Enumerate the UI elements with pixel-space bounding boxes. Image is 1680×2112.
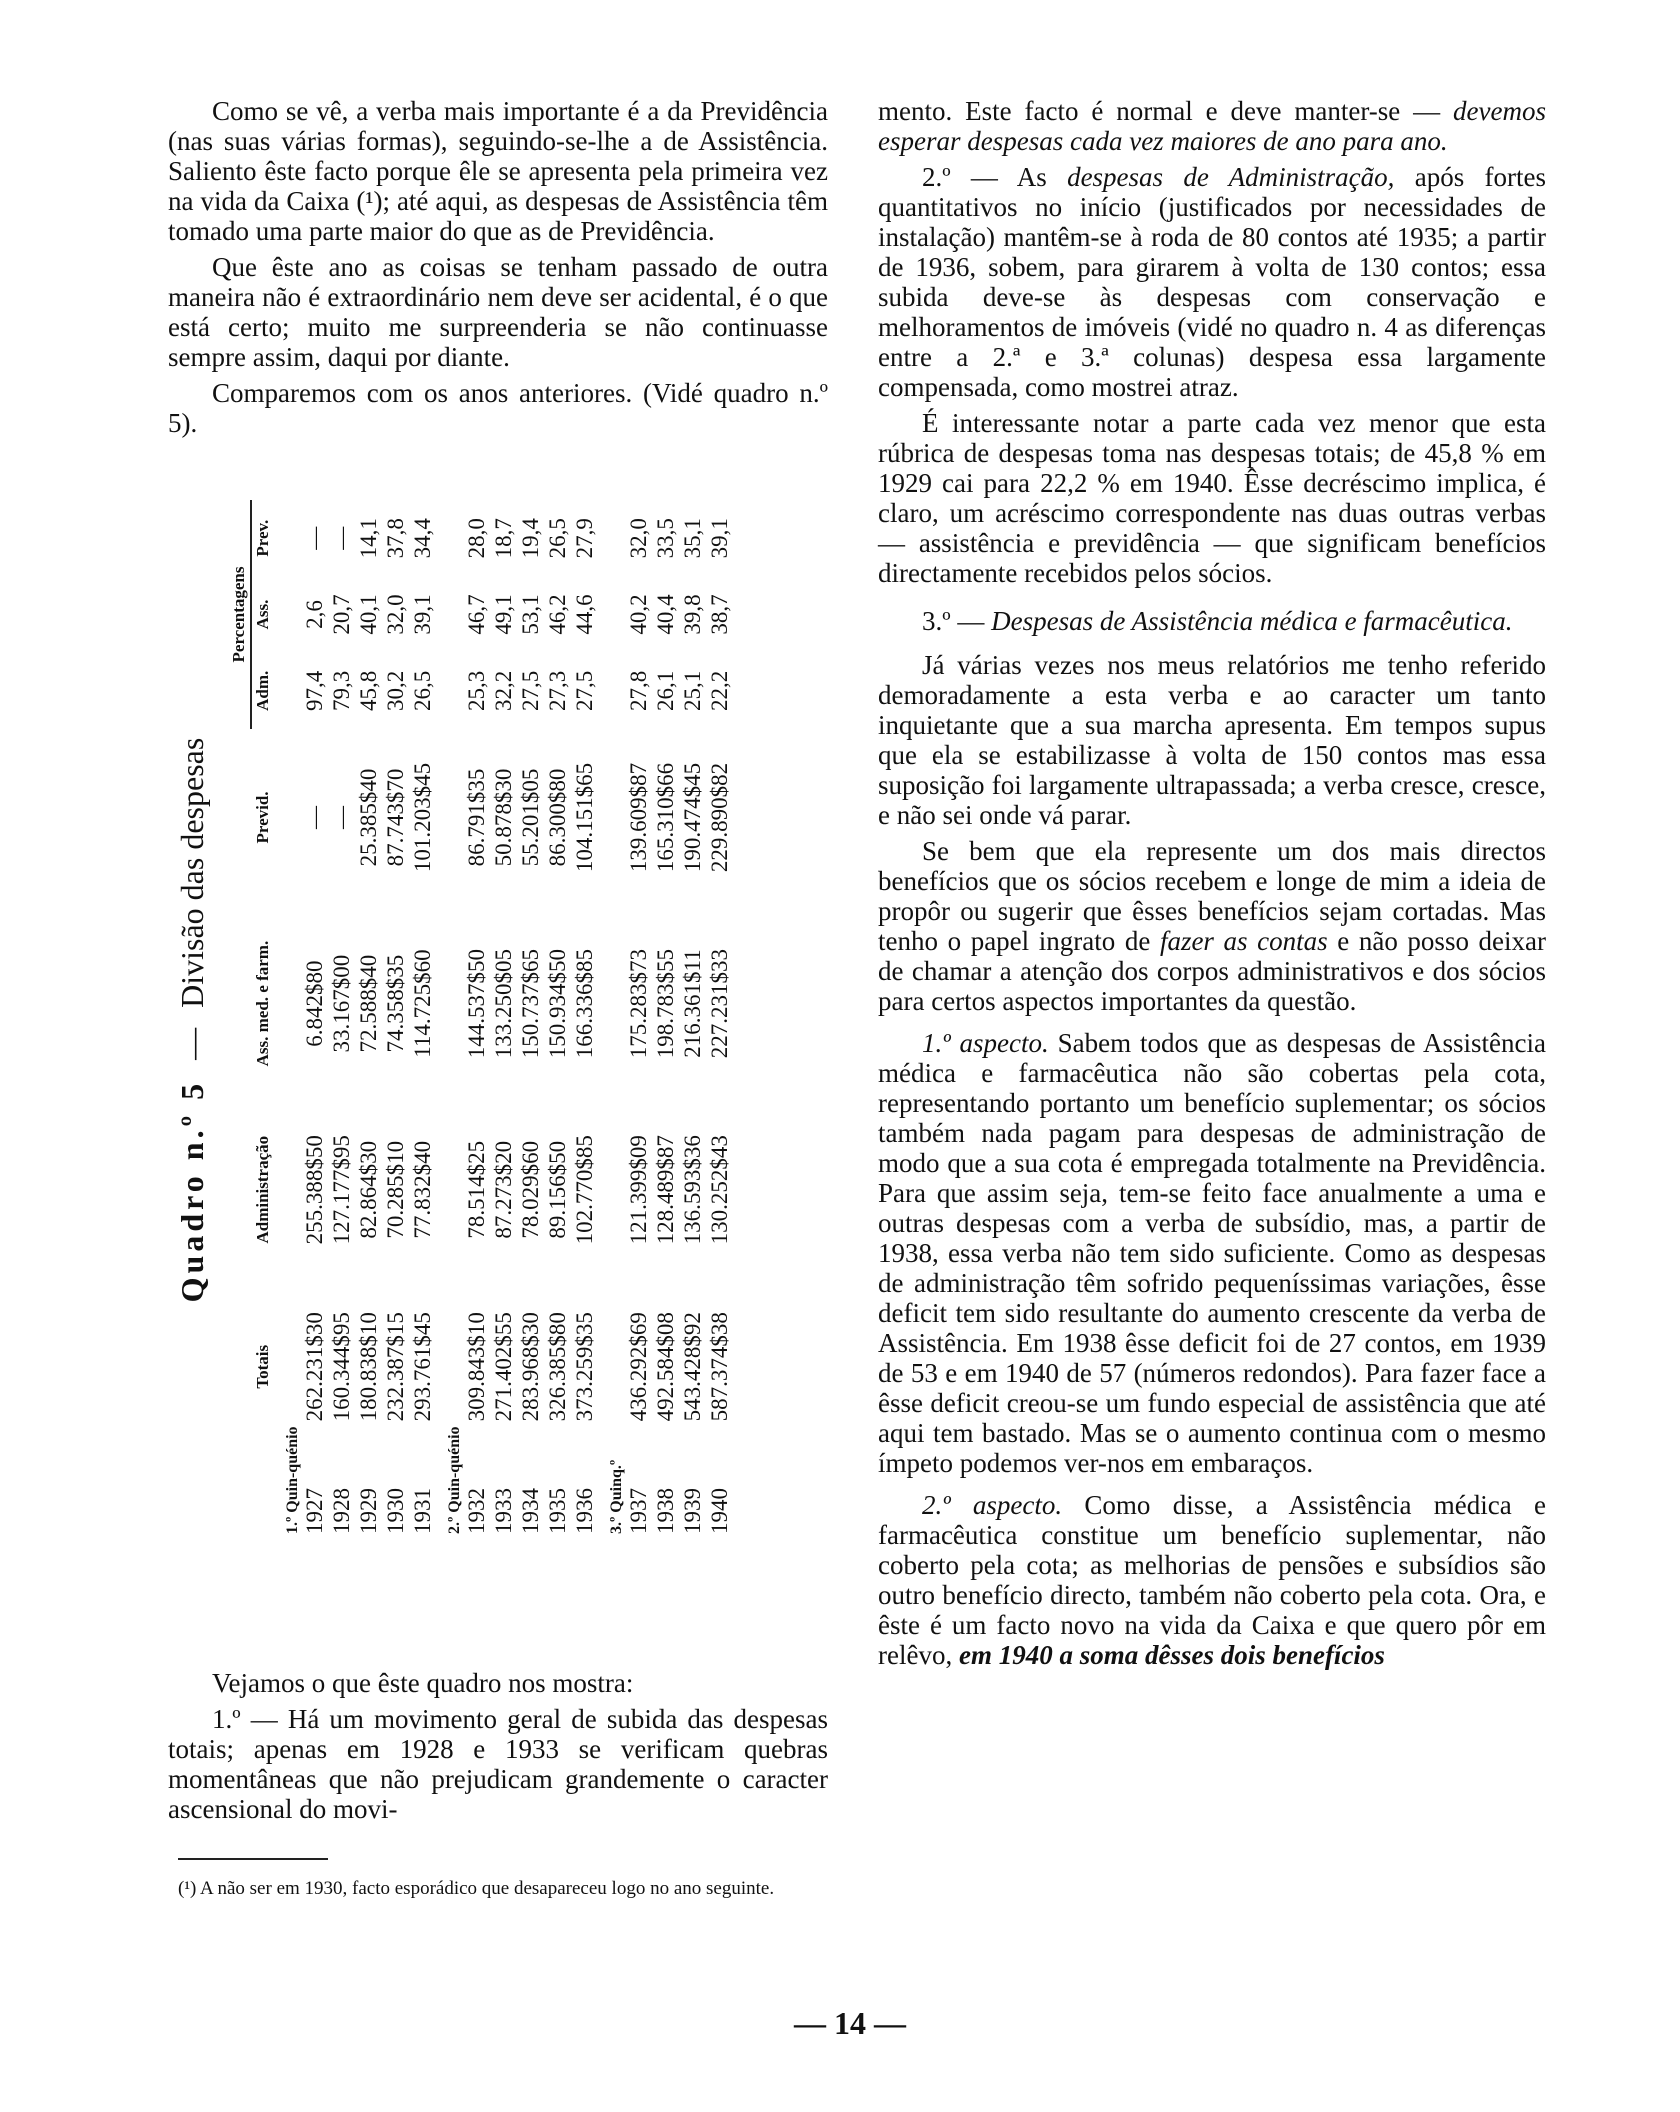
table-cell: 492.584$08 bbox=[653, 1312, 678, 1422]
table-cell: 1937 bbox=[626, 1488, 651, 1534]
table-row bbox=[490, 500, 517, 1540]
text-run: Como disse, a Assistência médica e farmacêutica constitue um benefício suplementar, não coberto pela cota; as melhorias de pensões e subsídios são outro benefício directo, também não coberto pela cota. Ora, e êste é um facto novo na vida da Caixa e que quero pôr em relêvo, bbox=[878, 1490, 1546, 1670]
paragraph bbox=[878, 1490, 1546, 1670]
table-cell: 175.283$73 bbox=[626, 948, 651, 1059]
left-column-top bbox=[168, 96, 828, 444]
paragraph bbox=[878, 836, 1546, 1016]
table-cell: 32,0 bbox=[626, 518, 651, 559]
footnote-rule bbox=[178, 1858, 328, 1860]
table-cell: 1932 bbox=[464, 1488, 489, 1534]
group-label: 2.º Quin-quénio bbox=[446, 1426, 463, 1534]
table-cell: 130.252$43 bbox=[707, 1135, 732, 1245]
table-cell: 326.385$80 bbox=[545, 1312, 570, 1422]
table-row bbox=[301, 500, 328, 1540]
text-run: após fortes quantitativos no início (justificados por necessidades de instalação) mantêm-se à roda de 80 contos até 1935; a partir de 1936, sobem, para girarem à volta de 130 contos; essa subida deve-se às despesas com conservação e melhoramentos de imóveis (vidé no quadro n. 4 as diferenças entre a 2.ª e 3.ª colunas) despesa essa largamente compensada, como mostrei atraz. bbox=[878, 162, 1547, 402]
table-cell: 2,6 bbox=[302, 600, 327, 629]
table-cell: 25,1 bbox=[680, 670, 705, 711]
table-cell: 255.388$50 bbox=[302, 1135, 327, 1245]
quadro-5-table-wrapper bbox=[168, 500, 848, 1540]
table-cell: 127.177$95 bbox=[329, 1135, 354, 1245]
table-row bbox=[679, 500, 706, 1540]
table-cell: 26,5 bbox=[545, 518, 570, 559]
table-cell: 165.310$66 bbox=[653, 762, 678, 873]
table-title-number: Quadro n.º 5 bbox=[174, 1079, 210, 1303]
header-totais: Totais bbox=[253, 1344, 272, 1389]
header-previdencia: Previd. bbox=[253, 791, 272, 844]
table-cell: 1940 bbox=[707, 1488, 732, 1534]
table-cell: 45,8 bbox=[356, 670, 381, 711]
table-row bbox=[463, 500, 490, 1540]
table-cell: 1929 bbox=[356, 1488, 381, 1534]
table-cell: 104.151$65 bbox=[572, 762, 597, 873]
table-cell: 436.292$69 bbox=[626, 1312, 651, 1422]
paragraph: 1.º — Há um movimento geral de subida das despesas totais; apenas em 1928 e 1933 se verificam quebras momentâneas que não prejudicam grandemente o caracter ascensional do movi- bbox=[168, 1704, 828, 1824]
table-row bbox=[382, 500, 409, 1540]
text-run: 3.º — bbox=[922, 606, 992, 636]
table-cell: 262.231$30 bbox=[302, 1312, 327, 1422]
table-cell: 79,3 bbox=[329, 670, 354, 711]
emphasis: devemos esperar despesas cada vez maiores de ano para ano. bbox=[878, 96, 1546, 156]
header-pct-ass: Ass. bbox=[253, 599, 272, 630]
paragraph bbox=[878, 162, 1546, 402]
table-cell: 46,2 bbox=[545, 594, 570, 635]
expenses-table bbox=[228, 500, 733, 1540]
table-cell: 40,2 bbox=[626, 594, 651, 635]
table-cell: 271.402$55 bbox=[491, 1312, 516, 1422]
table-cell: 114.725$60 bbox=[410, 949, 435, 1058]
emphasis: fazer as contas bbox=[1159, 926, 1328, 956]
table-cell: 180.838$10 bbox=[356, 1312, 381, 1422]
table-cell: 166.336$85 bbox=[572, 948, 597, 1059]
table-cell: 19,4 bbox=[518, 518, 543, 559]
table-cell: 1933 bbox=[491, 1488, 516, 1534]
left-column-bottom bbox=[168, 1668, 828, 1830]
table-row bbox=[328, 500, 355, 1540]
table-row bbox=[652, 500, 679, 1540]
header-administracao: Administração bbox=[253, 1135, 272, 1244]
paragraph: Como se vê, a verba mais importante é a da Previdência (nas suas várias formas), seguindo-se-lhe a de Assistência. Saliento êste facto porque êle se apresenta pela primeira vez na vida da Caixa (¹); até aqui, as despesas de Assistência têm tomado uma parte maior do que as de Previdência. bbox=[168, 96, 828, 246]
table-cell: 27,5 bbox=[572, 670, 597, 711]
table-cell: 72.588$40 bbox=[356, 954, 381, 1053]
emphasis: despesas de Administração, bbox=[1067, 162, 1395, 192]
paragraph: Vejamos o que êste quadro nos mostra: bbox=[212, 1668, 634, 1698]
text-run: e não posso deixar de chamar a atenção dos corpos administrativos e dos sócios para certos aspectos importantes da questão. bbox=[878, 926, 1547, 1016]
paragraph: Comparemos com os anos anteriores. (Vidé quadro n.º 5). bbox=[168, 378, 828, 438]
table-row bbox=[544, 500, 571, 1540]
table-cell: 70.285$10 bbox=[383, 1140, 408, 1239]
text-run: mento. Este facto é normal e deve manter-se — bbox=[878, 96, 1454, 126]
table-cell: 25.385$40 bbox=[356, 768, 381, 867]
table-cell: 39,1 bbox=[410, 594, 435, 635]
table-cell: 14,1 bbox=[356, 518, 381, 559]
table-row bbox=[571, 500, 598, 1540]
table-cell: 128.489$87 bbox=[653, 1135, 678, 1245]
table-cell: 50.878$30 bbox=[491, 768, 516, 867]
table-cell: 39,1 bbox=[707, 518, 732, 559]
table-cell: 18,7 bbox=[491, 518, 516, 559]
header-pct-adm: Adm. bbox=[253, 670, 272, 711]
header-assistencia: Ass. med. e farm. bbox=[253, 940, 272, 1067]
table-cell: 373.259$35 bbox=[572, 1312, 597, 1422]
table-cell: 139.609$87 bbox=[626, 762, 651, 873]
table-cell: 22,2 bbox=[707, 670, 732, 711]
table-cell: 78.514$25 bbox=[464, 1140, 489, 1239]
text-run: 2.º — As bbox=[922, 162, 1068, 192]
table-cell: 30,2 bbox=[383, 670, 408, 711]
table-cell: 121.399$09 bbox=[626, 1135, 651, 1245]
table-cell: 1935 bbox=[545, 1488, 570, 1534]
table-cell: 27,5 bbox=[518, 670, 543, 711]
table-cell: 1934 bbox=[518, 1488, 543, 1534]
table-cell: 1939 bbox=[680, 1488, 705, 1534]
paragraph bbox=[878, 1028, 1546, 1478]
table-title-text: Divisão das despesas bbox=[174, 737, 210, 1008]
quadro-5-rotated bbox=[168, 500, 848, 1540]
table-cell: 46,7 bbox=[464, 594, 489, 635]
table-cell: — bbox=[329, 526, 354, 550]
emphasis: 2.º aspecto. bbox=[922, 1490, 1063, 1520]
table-cell: 150.737$65 bbox=[518, 948, 543, 1059]
right-column bbox=[878, 96, 1546, 1676]
table-cell: 101.203$45 bbox=[410, 762, 435, 873]
table-cell: 49,1 bbox=[491, 594, 516, 635]
table-cell: 97,4 bbox=[302, 670, 327, 711]
table-cell: 89.156$50 bbox=[545, 1140, 570, 1239]
table-cell: 309.843$10 bbox=[464, 1312, 489, 1422]
table-title-separator: — bbox=[174, 1027, 210, 1060]
table-cell: 20,7 bbox=[329, 594, 354, 635]
table-cell: 39,8 bbox=[680, 594, 705, 635]
table-cell: 102.770$85 bbox=[572, 1135, 597, 1245]
table-cell: 55.201$05 bbox=[518, 768, 543, 867]
table-cell: 44,6 bbox=[572, 594, 597, 635]
table-cell: 216.361$11 bbox=[680, 949, 705, 1058]
table-cell: 26,1 bbox=[653, 670, 678, 711]
table-cell: 35,1 bbox=[680, 518, 705, 559]
table-cell: 6.842$80 bbox=[302, 960, 327, 1047]
table-cell: 28,0 bbox=[464, 518, 489, 559]
table-cell: 27,3 bbox=[545, 670, 570, 711]
table-cell: 283.968$30 bbox=[518, 1312, 543, 1422]
table-cell: 136.593$36 bbox=[680, 1135, 705, 1245]
table-cell: 543.428$92 bbox=[680, 1312, 705, 1422]
table-cell: 86.791$35 bbox=[464, 768, 489, 867]
table-cell: 25,3 bbox=[464, 670, 489, 711]
table-cell: 87.273$20 bbox=[491, 1140, 516, 1239]
table-cell: 144.537$50 bbox=[464, 948, 489, 1059]
table-cell: 33,5 bbox=[653, 518, 678, 559]
table-cell: 82.864$30 bbox=[356, 1140, 381, 1239]
table-cell: 160.344$95 bbox=[329, 1312, 354, 1422]
table-cell: 1930 bbox=[383, 1488, 408, 1534]
table-cell: 26,5 bbox=[410, 670, 435, 711]
footnote: (¹) A não ser em 1930, facto esporádico que desapareceu logo no ano seguinte. bbox=[178, 1878, 775, 1899]
table-cell: 587.374$38 bbox=[707, 1312, 732, 1422]
table-cell: 34,4 bbox=[410, 518, 435, 559]
paragraph: Que êste ano as coisas se tenham passado de outra maneira não é extraordinário nem deve ser acidental, é o que está certo; muito me surpreenderia se não continuasse sempre assim, daqui por diante. bbox=[168, 252, 828, 372]
header-period bbox=[228, 1455, 274, 1540]
table-cell: 1928 bbox=[329, 1488, 354, 1534]
group-label: 1.º Quin-quénio bbox=[284, 1426, 301, 1534]
emphasis: em 1940 a soma dêsses dois benefícios bbox=[958, 1640, 1385, 1670]
page-number: — 14 — bbox=[794, 2005, 906, 2041]
table-cell: 74.358$35 bbox=[383, 954, 408, 1053]
emphasis: 1.º aspecto. bbox=[922, 1028, 1049, 1058]
table-cell: 1938 bbox=[653, 1488, 678, 1534]
table-cell: — bbox=[302, 526, 327, 550]
table-cell: 1927 bbox=[302, 1488, 327, 1534]
header-pct-prev: Prev. bbox=[253, 519, 272, 557]
table-cell: 37,8 bbox=[383, 518, 408, 559]
table-cell: 32,2 bbox=[491, 670, 516, 711]
table-cell: 229.890$82 bbox=[707, 762, 732, 873]
table-cell: 150.934$50 bbox=[545, 948, 570, 1059]
paragraph: É interessante notar a parte cada vez menor que esta rúbrica de despesas toma nas despesas totais; de 45,8 % em 1929 cai para 22,2 % em 1940. Êsse decréscimo implica, é claro, um acréscimo correspondente nas duas outras verbas — assistência e previdência — que significam benefícios directamente recebidos pelos sócios. bbox=[878, 408, 1546, 588]
table-cell: 1936 bbox=[572, 1488, 597, 1534]
table-row bbox=[706, 500, 733, 1540]
emphasis: Despesas de Assistência médica e farmacêutica. bbox=[991, 606, 1513, 636]
group-label: 3.º Quinq.º bbox=[608, 1459, 625, 1534]
table-cell: 27,9 bbox=[572, 518, 597, 559]
table-cell: 133.250$05 bbox=[491, 948, 516, 1059]
table-cell: 27,8 bbox=[626, 670, 651, 711]
table-cell: 33.167$00 bbox=[329, 954, 354, 1053]
table-cell: 87.743$70 bbox=[383, 768, 408, 867]
section-heading bbox=[878, 606, 1546, 636]
table-title bbox=[168, 500, 216, 1540]
table-cell: 227.231$33 bbox=[707, 948, 732, 1059]
table-cell: 86.300$80 bbox=[545, 768, 570, 867]
text-run: Sabem todos que as despesas de Assistência médica e farmacêutica não são cobertas pela cota, representando portanto um benefício suplementar; os sócios também nada pagam para despesas de administração de modo que a sua cota é empregada totalmente na Previdência. Para que assim seja, tem-se feito face anualmente a uma e outras despesas com a verba de subsídio, mas, a partir de 1938, essa verba não tem sido suficiente. Como as despesas de administração têm sofrido pequeníssimas variações, êsse deficit tem sido resultante do aumento crescente da verba de Assistência. Em 1938 êsse deficit foi de 27 contos, em 1939 de 53 e em 1940 de 57 (números redondos). Para fazer face a êsse deficit creou-se um fundo especial de assistência que até aqui tem bastado. Mas se o aumento continua com o mesmo ímpeto podemos ver-nos em embaraços. bbox=[878, 1028, 1546, 1478]
table-cell: 53,1 bbox=[518, 594, 543, 635]
table-cell: 78.029$60 bbox=[518, 1140, 543, 1239]
table-cell: — bbox=[302, 806, 327, 829]
table-cell: 40,4 bbox=[653, 594, 678, 635]
table-cell: 198.783$55 bbox=[653, 948, 678, 1059]
paragraph: Já várias vezes nos meus relatórios me tenho referido demoradamente a esta verba e ao caracter um tanto inquietante que a sua marcha apresenta. Em tempos supus que ela se estabilizasse à volta de 150 contos mas essa suposição foi largamente ultrapassada; a verba cresce, cresce, e não sei onde vá parar. bbox=[878, 650, 1546, 830]
table-row bbox=[625, 500, 652, 1540]
table-cell: 190.474$45 bbox=[680, 762, 705, 873]
table-cell: 1931 bbox=[410, 1488, 435, 1534]
table-cell: — bbox=[329, 806, 354, 829]
paragraph bbox=[878, 96, 1546, 156]
header-percentagens: Percentagens bbox=[228, 500, 251, 729]
table-row bbox=[355, 500, 382, 1540]
table-cell: 77.832$40 bbox=[410, 1140, 435, 1239]
table-cell: 232.387$15 bbox=[383, 1312, 408, 1422]
table-body bbox=[274, 500, 733, 1540]
table-cell: 293.761$45 bbox=[410, 1312, 435, 1422]
table-cell: 32,0 bbox=[383, 594, 408, 635]
text-run: Se bem que ela represente um dos mais directos benefícios que os sócios recebem e longe de mim a ideia de propôr ou sugerir que êsses benefícios sejam cortadas. Mas tenho o papel ingrato de bbox=[878, 836, 1546, 956]
table-cell: 40,1 bbox=[356, 594, 381, 635]
table-cell: 38,7 bbox=[707, 594, 732, 635]
table-row bbox=[517, 500, 544, 1540]
table-row bbox=[409, 500, 436, 1540]
